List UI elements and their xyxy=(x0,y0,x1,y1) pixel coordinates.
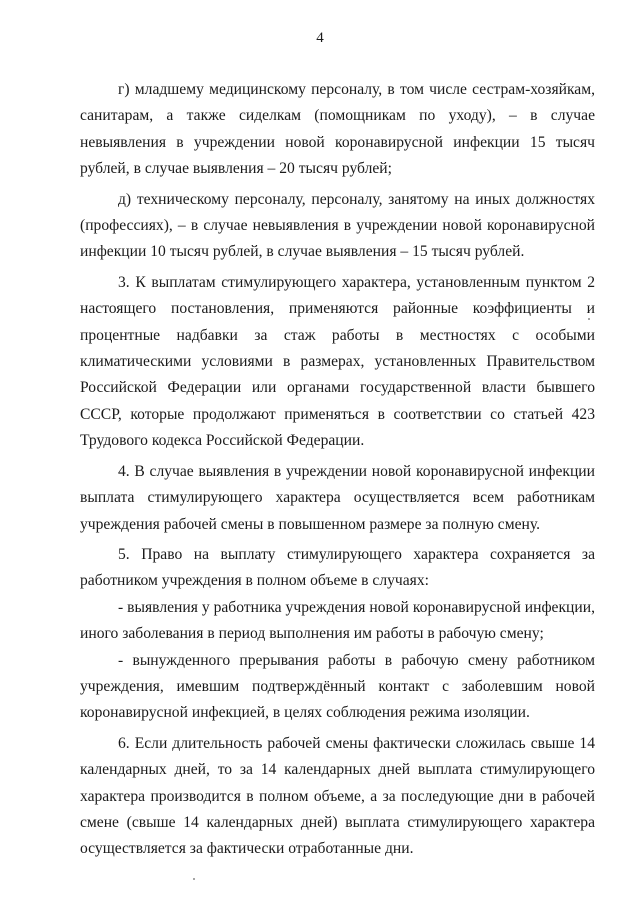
scan-speck xyxy=(588,318,590,320)
paragraph-5-item-2: - вынужденного прерывания работы в рабочую смену работником учреждения, имевшим подтверждённый контакт с заболевшим новой коронавирусной инфекцией, в целях соблюдения режима изоляции. xyxy=(80,651,595,722)
paragraph-3: 3. К выплатам стимулирующего характера, установленным пунктом 2 настоящего постановления, применяются районные коэффициенты и процентные надбавки за стаж работы в местностях с особыми климатическими условиями в размерах, установленных Правительством Российской Федерации или органами государственной власти бывшего СССР, которые продолжают применяться в соответствии со статьей 423 Трудового кодекса Российской Федерации. xyxy=(80,273,595,450)
document-body xyxy=(80,77,595,863)
scan-speck xyxy=(193,878,195,880)
paragraph-5-item-1: - выявления у работника учреждения новой коронавирусной инфекции, иного заболевания в период выполнения им работы в рабочую смену; xyxy=(80,598,595,643)
paragraph-5: 5. Право на выплату стимулирующего характера сохраняется за работником учреждения в полном объеме в случаях: xyxy=(80,545,595,590)
paragraph-d: д) техническому персоналу, персоналу, занятому на иных должностях (профессиях), – в случае невыявления в учреждении новой коронавирусной инфекции 10 тысяч рублей, в случае выявления – 15 тысяч рублей. xyxy=(80,190,595,261)
paragraph-g: г) младшему медицинскому персоналу, в том числе сестрам-хозяйкам, санитарам, а также сиделкам (помощникам по уходу), – в случае невыявления в учреждении новой коронавирусной инфекции 15 тысяч рублей, в случае выявления – 20 тысяч рублей; xyxy=(80,81,595,178)
page-number: 4 xyxy=(316,30,324,46)
paragraph-4: 4. В случае выявления в учреждении новой коронавирусной инфекции выплата стимулирующего характера осуществляется всем работникам учреждения рабочей смены в повышенном размере за полную смену. xyxy=(80,462,595,533)
paragraph-6: 6. Если длительность рабочей смены фактически сложилась свыше 14 календарных дней, то за 14 календарных дней выплата стимулирующего характера производится в полном объеме, а за последующие дни в рабочей смене (свыше 14 календарных дней) выплата стимулирующего характера осуществляется за фактически отработанные дни. xyxy=(80,734,595,858)
